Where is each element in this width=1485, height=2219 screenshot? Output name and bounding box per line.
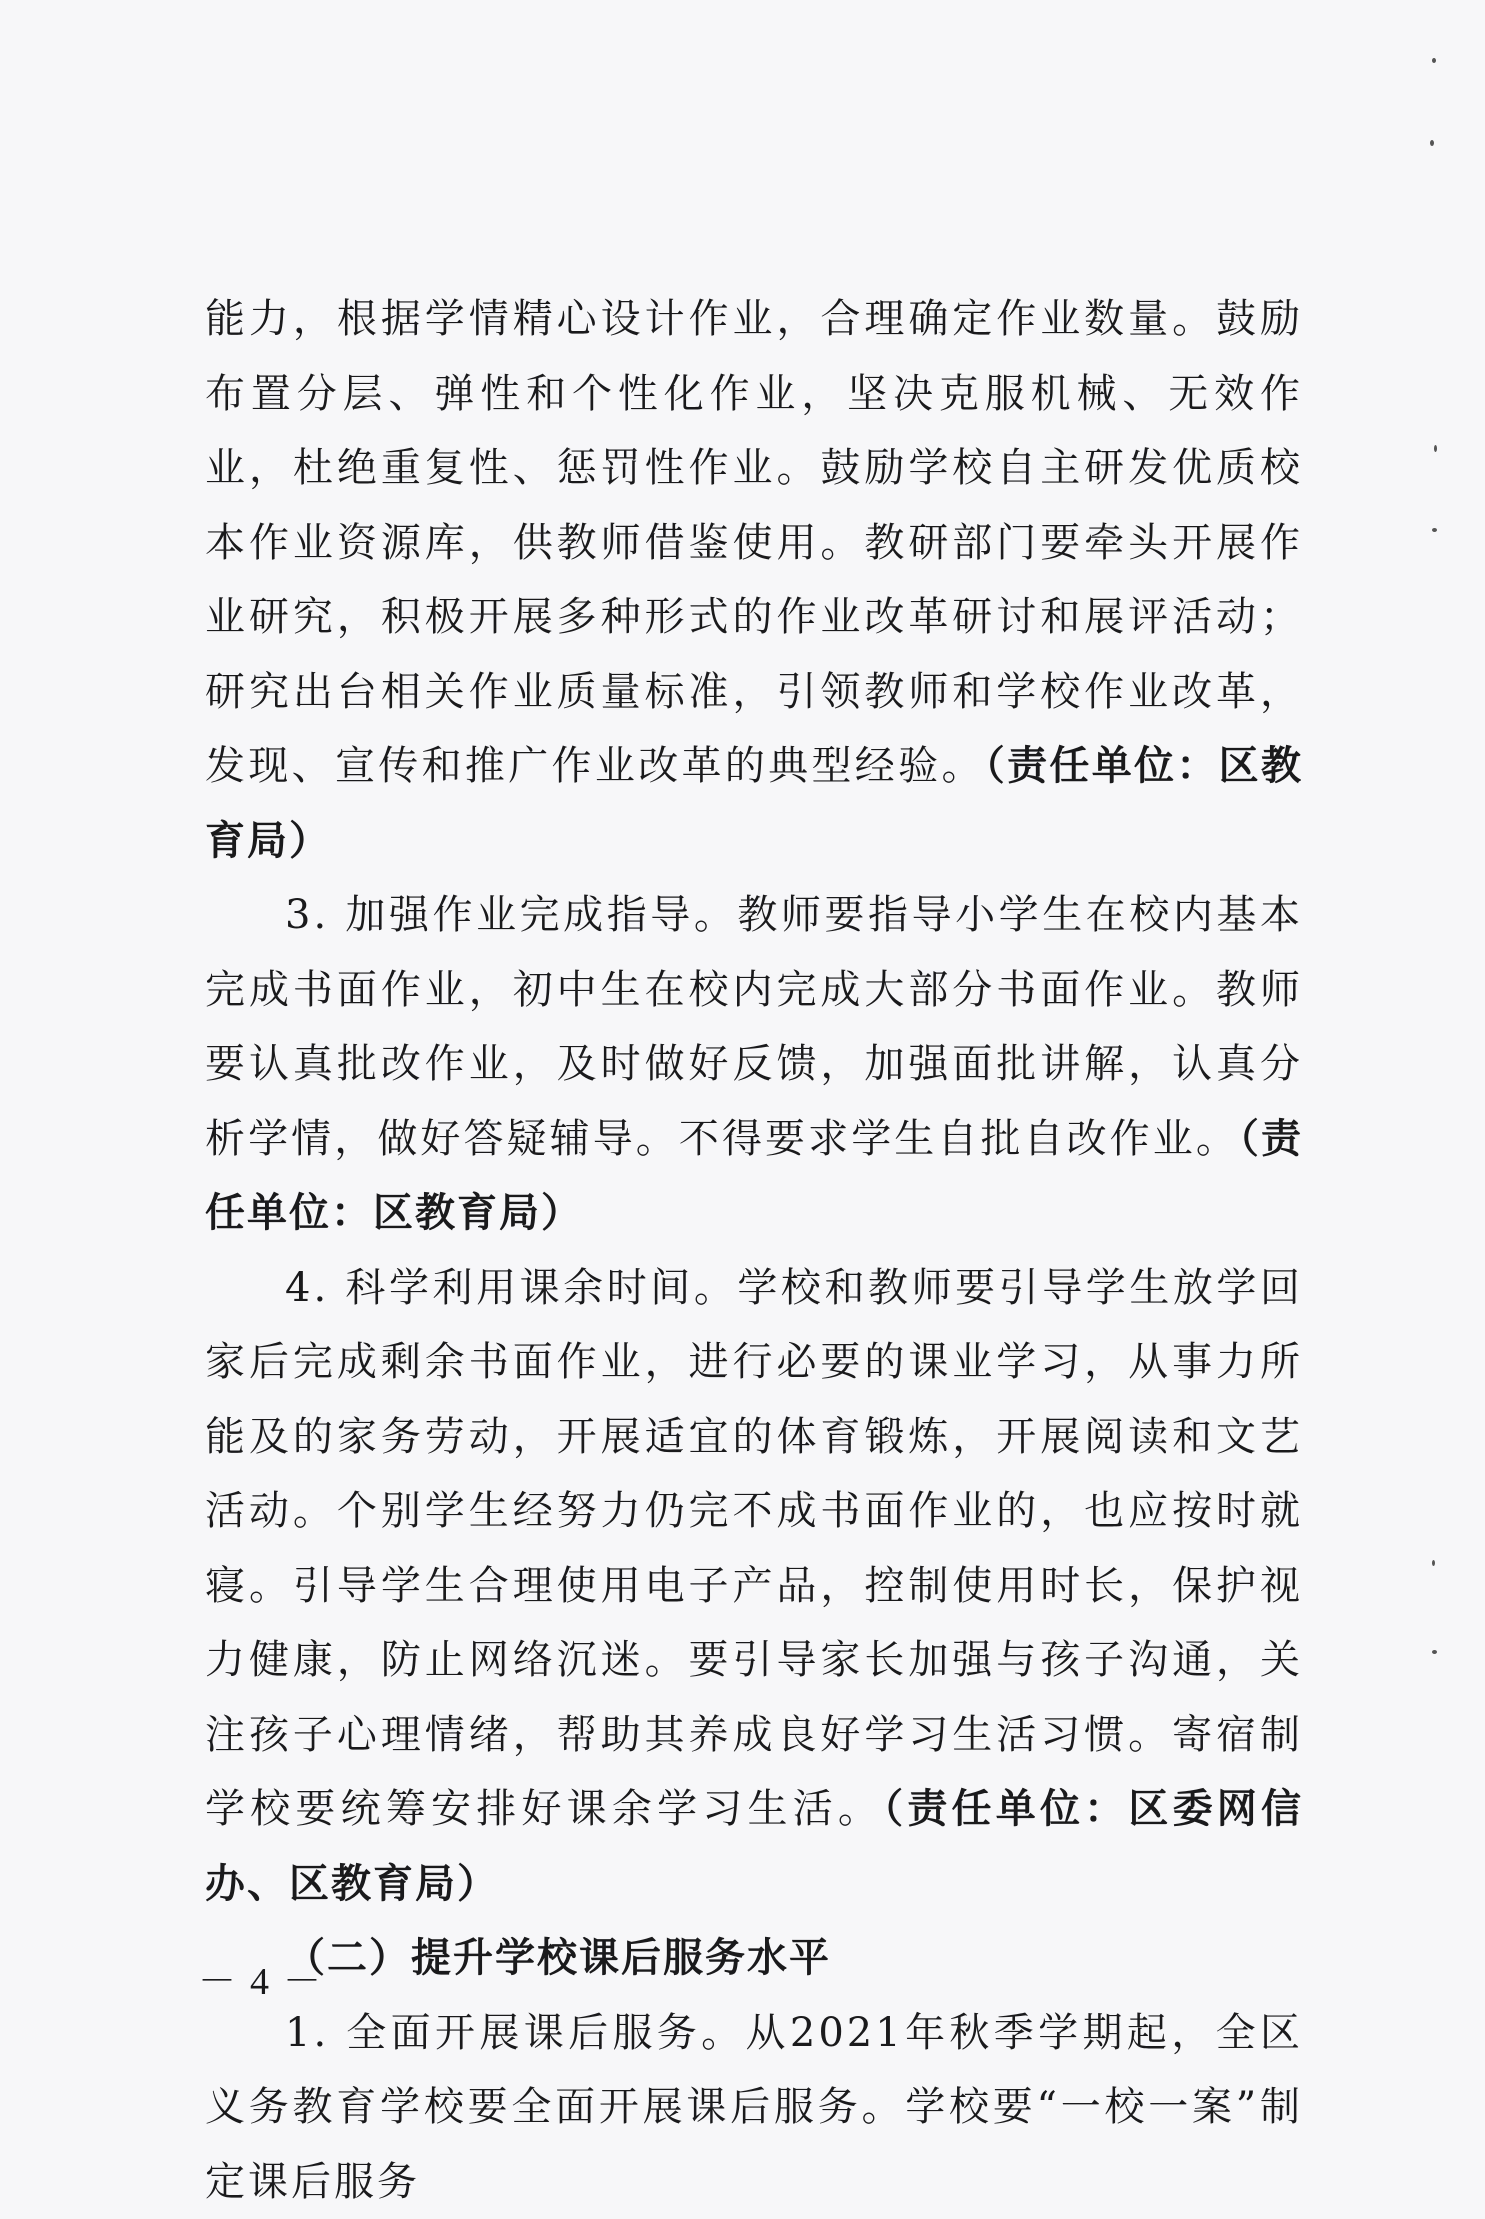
- paragraph-text: 3. 加强作业完成指导。教师要指导小学生在校内基本完成书面作业，初中生在校内完成大部分书面作业。教师要认真批改作业，及时做好反馈，加强面批讲解，认真分析学情，做好答疑辅导。不得要求学生自批自改作业。: [205, 892, 1303, 1162]
- paragraph-text: 能力，根据学情精心设计作业，合理确定作业数量。鼓励布置分层、弹性和个性化作业，坚决克服机械、无效作业，杜绝重复性、惩罚性作业。鼓励学校自主研发优质校本作业资源库，供教师借鉴使用。教研部门要牵头开展作业研究，积极开展多种形式的作业改革研讨和展评活动；研究出台相关作业质量标准，引领教师和学校作业改革，发现、宣传和推广作业改革的典型经验。: [205, 296, 1303, 789]
- paragraph-after-school-time: [205, 1251, 1303, 1922]
- responsibility-note: （责任单位：区委网信办、区教育局）: [205, 1786, 1303, 1907]
- scan-speck: [1432, 1560, 1435, 1566]
- responsibility-note: （责任单位：区教育局）: [205, 743, 1303, 864]
- scan-speck: [1432, 1650, 1437, 1654]
- paragraph-text: 4. 科学利用课余时间。学校和教师要引导学生放学回家后完成剩余书面作业，进行必要的课业学习，从事力所能及的家务劳动，开展适宜的体育锻炼，开展阅读和文艺活动。个别学生经努力仍完不成书面作业的，也应按时就寝。引导学生合理使用电子产品，控制使用时长，保护视力健康，防止网络沉迷。要引导家长加强与孩子沟通，关注孩子心理情绪，帮助其养成良好学习生活习惯。寄宿制学校要统筹安排好课余学习生活。: [205, 1265, 1303, 1833]
- paragraph-homework-guidance: [205, 878, 1303, 1251]
- responsibility-note: （责任单位：区教育局）: [205, 1116, 1303, 1237]
- section-heading: （二）提升学校课后服务水平: [205, 1921, 1303, 1996]
- paragraph-homework-design: [205, 282, 1303, 878]
- scan-speck: [1432, 528, 1437, 532]
- scan-speck: [1430, 140, 1434, 146]
- document-body: [205, 282, 1303, 2219]
- paragraph-after-school-service: 1. 全面开展课后服务。从2021年秋季学期起，全区义务教育学校要全面开展课后服务。学校要“一校一案”制定课后服务: [205, 1996, 1303, 2219]
- scan-speck: [1432, 58, 1436, 63]
- scan-speck: [1434, 445, 1437, 452]
- page-number: －4－: [198, 1950, 335, 2005]
